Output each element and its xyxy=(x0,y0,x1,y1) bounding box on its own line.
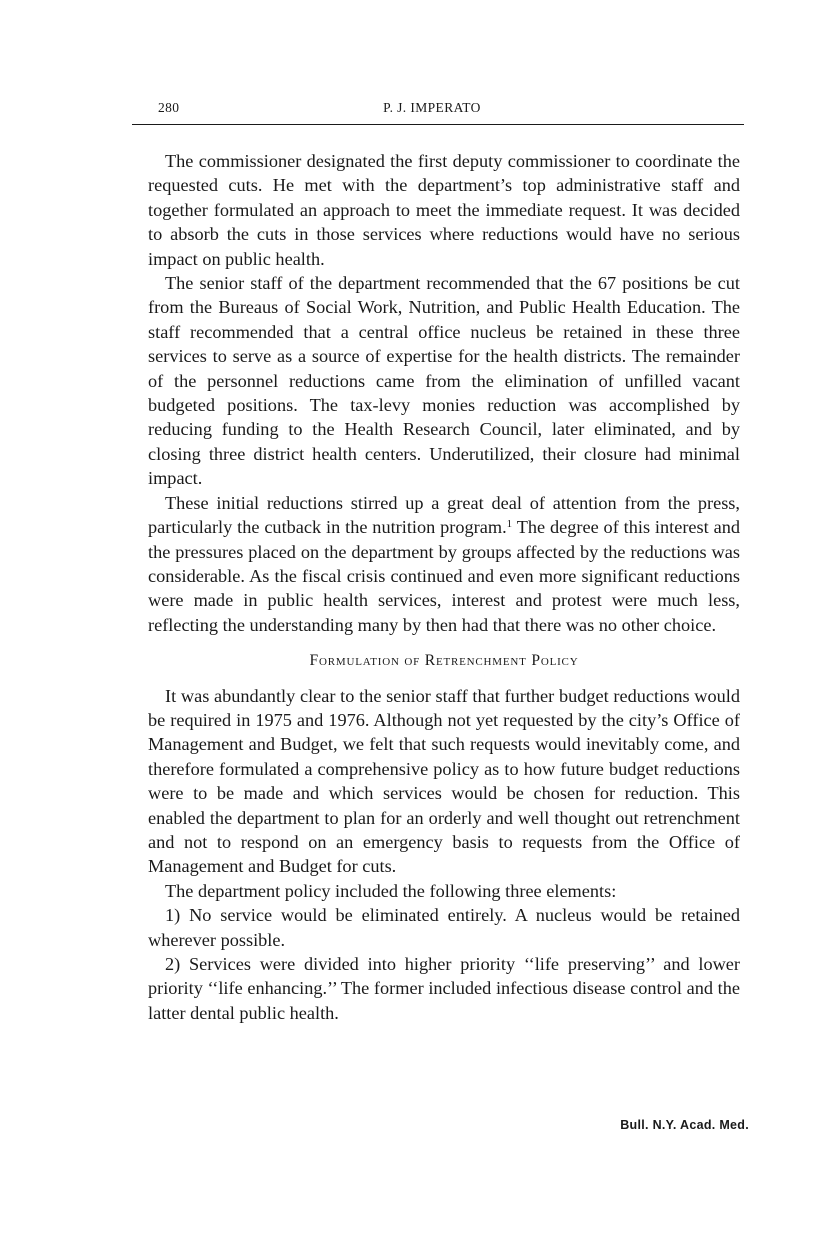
header-rule xyxy=(132,124,744,125)
paragraph-text: These initial reductions stirred up a great deal of attention from the press, particularly the cutback in the nutrition program. xyxy=(148,492,740,538)
paragraph-text: The degree of this interest and the pressures placed on the department by groups affected by the reductions was considerable. As the fiscal crisis continued and even more significant reductions were made in public health services, interest and protest were much less, reflecting the understanding many by then had that there was no other choice. xyxy=(148,517,740,635)
paragraph: The commissioner designated the first deputy commissioner to coordinate the requested cuts. He met with the department’s top administrative staff and together formulated an approach to meet the immediate request. It was decided to absorb the cuts in those services where reductions would have no serious impact on public health. xyxy=(148,151,740,269)
running-head xyxy=(132,100,744,122)
paragraph: It was abundantly clear to the senior staff that further budget reductions would be required in 1975 and 1976. Although not yet requested by the city’s Office of Management and Budget, we felt that such requests would inevitably come, and therefore formulated a comprehensive policy as to how future budget reductions were to be made and which services would be chosen for reduction. This enabled the department to plan for an orderly and well thought out retrenchment and not to respond on an emergency basis to requests from the Office of Management and Budget for cuts. xyxy=(148,685,740,877)
section-heading-text: Formulation of Retrenchment Policy xyxy=(309,652,579,670)
paragraph-with-reference xyxy=(148,491,740,637)
list-item: 1) No service would be eliminated entirely. A nucleus would be retained wherever possible. xyxy=(148,905,740,950)
paragraph: The senior staff of the department recommended that the 67 positions be cut from the Bureaus of Social Work, Nutrition, and Public Health Education. The staff recommended that a central office nucleus be retained in these three services to serve as a source of expertise for the health districts. The remainder of the personnel reductions came from the elimination of unfilled vacant budgeted positions. The tax-levy monies reduction was accomplished by reducing funding to the Health Research Council, later eliminated, and by closing three district health centers. Underutilized, their closure had minimal impact. xyxy=(148,273,740,489)
paragraph: The department policy included the following three elements: xyxy=(165,880,617,901)
section-heading xyxy=(148,649,740,673)
list-item: 2) Services were divided into higher priority ‘‘life preserving’’ and lower priority ‘‘life enhancing.’’ The former included infectious disease control and the latter dental public health. xyxy=(148,954,740,1023)
running-title: P. J. IMPERATO xyxy=(383,100,481,115)
article-body xyxy=(148,149,740,1025)
reference-marker: 1 xyxy=(506,518,513,531)
page-number: 280 xyxy=(158,100,180,115)
journal-citation: Bull. N.Y. Acad. Med. xyxy=(620,1118,749,1132)
